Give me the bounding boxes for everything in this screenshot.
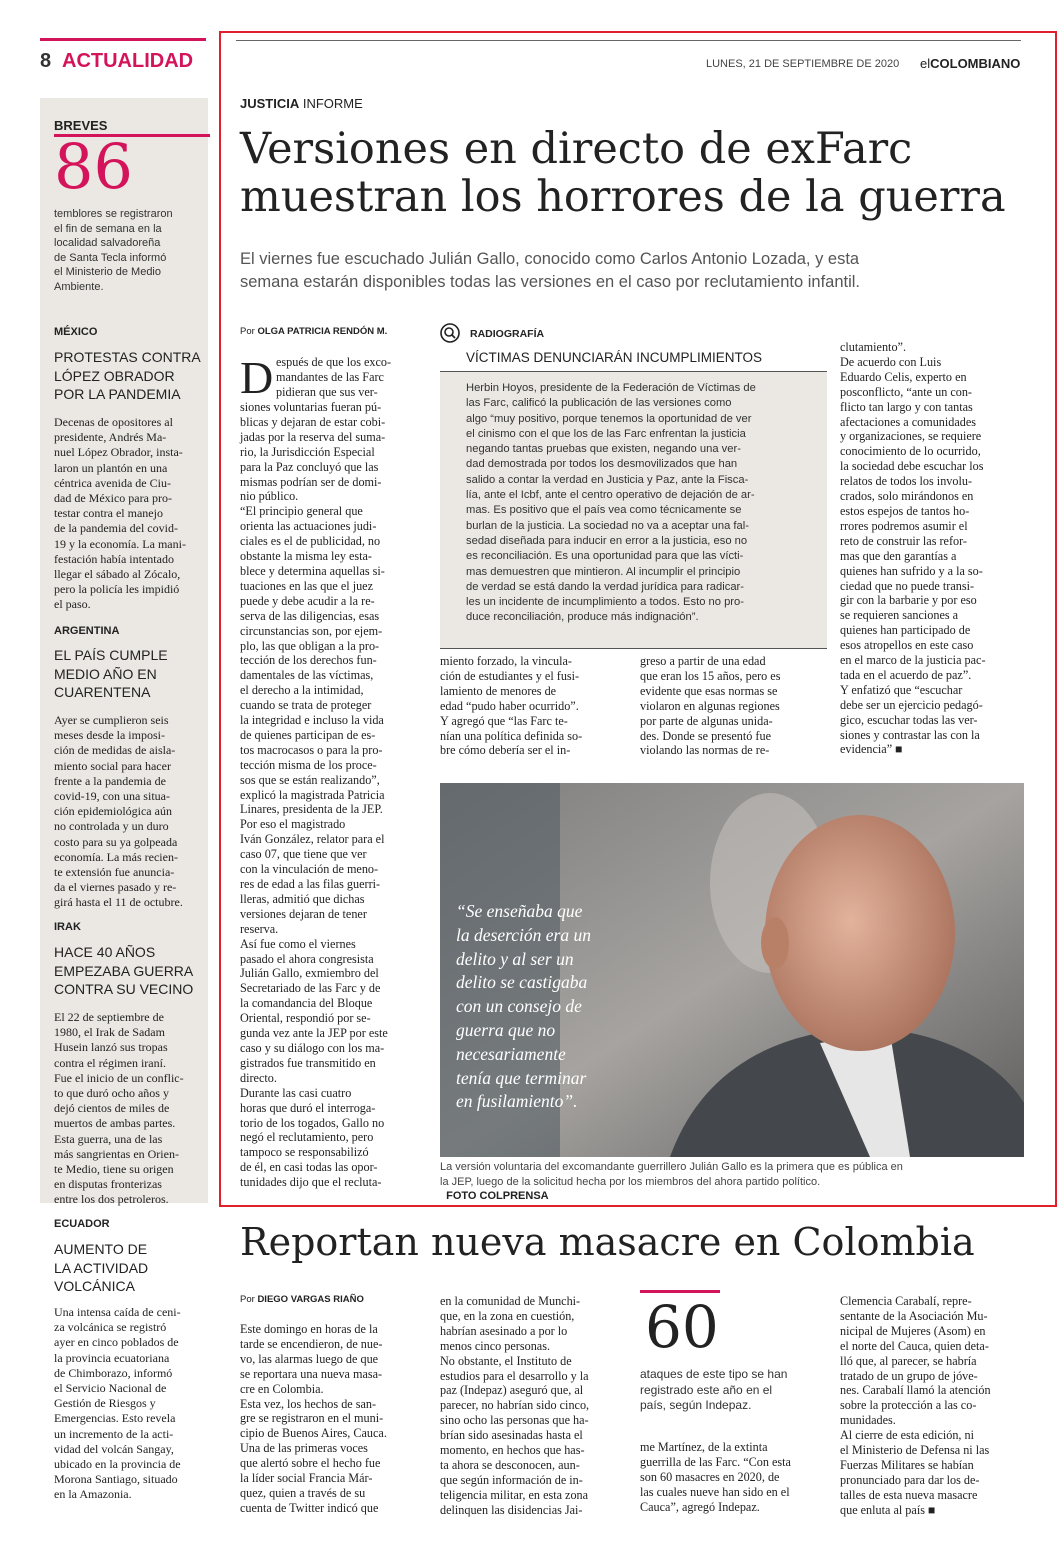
text-line: menos cinco personas. <box>440 1338 550 1353</box>
text-line: tampoco se responsabilizó <box>240 1145 369 1160</box>
text-line: da el viernes pasado y re- <box>54 880 177 895</box>
byline-prefix: Por <box>240 326 255 337</box>
text-line: nicipal de Mujeres (Asom) en <box>840 1323 986 1338</box>
text-line: “Se enseñaba que <box>456 901 583 921</box>
text-line: que eran los 15 años, pero es <box>640 668 781 683</box>
text-line: ción epidemiológica aún <box>54 804 172 819</box>
text-line: mandantes de las Farc <box>276 369 384 384</box>
text-line: LA ACTIVIDAD <box>54 1259 149 1276</box>
text-line: de la pandemia del covid- <box>54 521 178 536</box>
text-line: pronunciado para dar los de- <box>840 1472 980 1487</box>
text-line: Secretariado de las Farc y de <box>240 981 381 996</box>
radiografia-title: VÍCTIMAS DENUNCIARÁN INCUMPLIMIENTOS <box>466 350 763 365</box>
text-line: cuenta de Twitter indicó que <box>240 1500 379 1515</box>
text-line: ataques de este tipo se han <box>640 1367 788 1381</box>
brief-body-argentina <box>54 713 206 911</box>
text-line: La versión voluntaria del excomandante guerrillero Julián Gallo es la primera que es pública en <box>440 1161 903 1173</box>
text-line: Ambiente. <box>54 280 104 293</box>
text-line: Herbin Hoyos, presidente de la Federación de Víctimas de <box>466 382 756 394</box>
text-line: debe ser un ejercicio pedagó- <box>840 697 983 712</box>
text-line: Esta vez, los hechos de san- <box>240 1396 377 1411</box>
text-line: edad “pudo haber ocurrido”. <box>440 698 579 713</box>
text-line: la líder social Francia Már- <box>240 1471 373 1486</box>
text-line: POR LA PANDEMIA <box>54 386 181 402</box>
figure-caption <box>640 1367 815 1414</box>
text-line: mas demuestren que mintieron. Al incumplir el principio <box>466 565 741 578</box>
text-line: de quienes participan de es- <box>240 727 376 742</box>
text-line: sentante de la Asociación Mu- <box>840 1308 988 1323</box>
text-line: cre en Colombia. <box>240 1381 324 1396</box>
text-line: evidente que esas normas se <box>640 683 778 698</box>
text-line: nuel López Obrador, insta- <box>54 445 183 460</box>
text-line: Oriental, respondió por se- <box>240 1011 371 1026</box>
text-line: Morona Santiago, situado <box>54 1472 178 1487</box>
text-line: pero la policía les impidió <box>54 582 180 597</box>
text-line: muestran los horrores de la guerra <box>240 172 1006 222</box>
text-line: clutamiento”. <box>840 340 906 354</box>
text-line: nían una política definida so- <box>440 728 583 743</box>
text-line: blece y determina aquellas si- <box>240 563 385 578</box>
text-line: costo para su ya golpeada <box>54 834 178 849</box>
text-line: de Santa Tecla informó <box>54 251 167 264</box>
text-line: que enluta al país ■ <box>840 1502 936 1517</box>
text-line: la integridad e incluso la vida <box>240 713 384 728</box>
text-line: ta ahora se desconocen, aun- <box>440 1457 580 1472</box>
text-line: el Ministerio de Defensa ni las <box>840 1443 990 1458</box>
text-line: tarde se encendieron, de nue- <box>240 1336 383 1351</box>
page-number: 8 <box>40 50 52 72</box>
text-line: un incremento de la acti- <box>54 1426 174 1441</box>
text-line: reserva. <box>240 921 279 936</box>
text-line: gir con la barbarie y por eso <box>840 593 977 608</box>
text-line: salido a contar la verdad en Justicia y Paz, ante la Fisca- <box>466 473 749 486</box>
text-line: se reportara una nueva masa- <box>240 1366 383 1381</box>
text-line: llegar el sábado al Zócalo, <box>54 567 181 582</box>
text-line: CUARENTENA <box>54 684 151 700</box>
text-line: miento social para hacer <box>54 758 171 773</box>
text-line: Y enfatizó que “escuchar <box>840 682 963 697</box>
text-line: que según información de in- <box>440 1472 583 1487</box>
figure-number: 60 <box>645 1293 719 1361</box>
text-line: dad de México para pro- <box>54 491 172 506</box>
text-line: duce reconciliación, produce más indignación”. <box>466 611 699 624</box>
text-line: les un incidente de incumplimiento a todos. Esto no pro- <box>466 596 744 609</box>
text-line: tección misma de los proce- <box>240 757 377 772</box>
text-line: tada en el acuerdo de paz”. <box>840 667 972 682</box>
text-line: No obstante, el Instituto de <box>440 1353 572 1368</box>
text-line: cipio de Buenos Aires, Cauca. <box>240 1426 387 1441</box>
text-line: Al cierre de esta edición, ni <box>840 1428 975 1443</box>
text-line: economía. La más recien- <box>54 849 178 864</box>
text-line: teligencia militar, en esta zona <box>440 1487 589 1502</box>
text-line: delito se castigaba <box>456 972 588 993</box>
text-line: Una de las primeras voces <box>240 1441 368 1456</box>
brief-country-mexico: MÉXICO <box>54 326 98 338</box>
text-line: te extensión fue anuncia- <box>54 865 175 880</box>
text-line: Gestión de Riesgos y <box>54 1396 156 1411</box>
text-line: la deserción era un <box>456 924 591 945</box>
text-line: momento, en hechos que has- <box>440 1443 585 1458</box>
text-line: caso 07, que tiene que ver <box>240 847 367 862</box>
kicker-type: INFORME <box>302 96 363 111</box>
text-line: directo. <box>240 1070 277 1085</box>
text-line: sobre la protección a las co- <box>840 1398 977 1413</box>
text-line: torio de los togados, Gallo no <box>240 1115 385 1130</box>
text-line: gre se registraron en el muni- <box>240 1411 384 1426</box>
text-line: en fusilamiento”. <box>456 1091 578 1112</box>
second-column-1 <box>240 1322 424 1516</box>
text-line: Decenas de opositores al <box>54 415 173 429</box>
text-line: el cinismo con el que los de las Farc enfrentan la justicia <box>466 427 746 440</box>
text-line: habrían asesinado a por lo <box>440 1323 568 1338</box>
text-line: ayer en cinco poblados de <box>54 1335 179 1350</box>
text-line: obstante la misma ley esta- <box>240 549 372 564</box>
text-line: en la comunidad de Munchi- <box>440 1294 581 1308</box>
text-line: blicas y dejaran de estar cobi- <box>240 414 386 429</box>
text-line: tección de los derechos fun- <box>240 653 377 668</box>
text-line: gico, escuchar todas las ver- <box>840 712 978 727</box>
section-accent-bar <box>40 38 206 41</box>
text-line: guerra que no <box>456 1019 556 1040</box>
text-line: estos espejos de tantos ho- <box>840 503 970 518</box>
text-line: Versiones en directo de exFarc <box>240 124 913 174</box>
text-line: afectaciones a comunidades <box>840 414 977 429</box>
text-line: el paso. <box>54 597 91 612</box>
text-line: siones voluntarias fueran pú- <box>240 400 382 414</box>
photo-credit: FOTO COLPRENSA <box>446 1190 549 1202</box>
text-line: en la Amazonia. <box>54 1487 132 1502</box>
text-line: El 22 de septiembre de <box>54 1010 164 1024</box>
text-line: quienes han sufrido y a la so- <box>840 563 983 578</box>
text-line: más sangrientas en Orien- <box>54 1146 179 1161</box>
text-line: covid-19, con una situa- <box>54 789 170 804</box>
text-line: girá hasta el 11 de octubre. <box>54 895 183 910</box>
text-line: céntrica avenida de Ciu- <box>54 475 171 490</box>
text-line: testar contra el manejo <box>54 506 163 521</box>
text-line: sino ocho las personas que ha- <box>440 1413 589 1428</box>
text-line: rio, la Jurisdicción Especial <box>240 444 375 459</box>
text-line: ubicado en la provincia de <box>54 1457 181 1472</box>
brief-body-mexico <box>54 415 206 613</box>
text-line: circunstancias son, por ejem- <box>240 623 383 638</box>
text-line: lía, ante el Icbf, ante el centro operativo de dejación de ar- <box>466 489 755 502</box>
text-line: CONTRA SU VECINO <box>54 981 194 997</box>
text-line: no controlada y un duro <box>54 819 169 834</box>
text-line: sos que se están realizando”, <box>240 772 380 787</box>
text-line: 19 y la economía. La mani- <box>54 536 186 551</box>
text-line: Este domingo en horas de la <box>240 1322 378 1336</box>
second-column-2 <box>440 1294 624 1518</box>
text-line: nes. Carabalí llamó la atención <box>840 1383 991 1398</box>
brief-headline-ecuador <box>54 1240 210 1296</box>
brief-body-ecuador <box>54 1305 206 1503</box>
text-line: estudios para el desarrollo y la <box>440 1368 589 1383</box>
text-line: conocimiento de lo ocurrido, <box>840 444 981 459</box>
text-line: rrores podremos asumir el <box>840 518 968 533</box>
text-line: registrado este año en el <box>640 1382 773 1397</box>
text-line: jadas por la reserva del suma- <box>240 429 386 444</box>
text-line: Husein lanzó sus tropas <box>54 1040 168 1055</box>
text-line: PROTESTAS CONTRA <box>54 349 201 365</box>
text-line: EL PAÍS CUMPLE <box>54 647 168 663</box>
text-line: ciales es el de publicidad, no <box>240 534 381 549</box>
text-line: za volcánica se registró <box>54 1320 167 1335</box>
text-line: Eduardo Celis, experto en <box>840 369 967 384</box>
text-line: Esta guerra, una de las <box>54 1131 163 1146</box>
text-line: tenía que terminar <box>456 1067 587 1088</box>
text-line: país, según Indepaz. <box>640 1398 752 1412</box>
text-line: Una intensa caída de ceni- <box>54 1305 181 1319</box>
text-line: delinquen las disidencias Jai- <box>440 1502 583 1517</box>
text-line: res de edad a las filas guerri- <box>240 877 381 891</box>
second-column-3 <box>640 1440 826 1515</box>
text-line: relatos de todos los involu- <box>840 474 973 489</box>
text-line: cuando se trata de proteger <box>240 698 372 713</box>
brief-body-irak <box>54 1010 206 1208</box>
logo-prefix: el <box>920 56 931 71</box>
text-line: munidades. <box>840 1413 896 1428</box>
dateline: LUNES, 21 DE SEPTIEMBRE DE 2020 <box>706 58 900 70</box>
byline-author: DIEGO VARGAS RIAÑO <box>257 1294 364 1305</box>
text-line: mas. Es positivo que el país vea como técnicamente se <box>466 504 742 517</box>
text-line: lamiento de menores de <box>440 683 557 698</box>
text-line: flicto tan largo y con tantas <box>840 399 973 414</box>
text-line: guerrilla de las Farc. “Con esta <box>640 1454 791 1469</box>
text-line: des. Donde se presentó fue <box>640 728 771 743</box>
text-line: que alertó sobre el hecho fue <box>240 1456 381 1471</box>
text-line: sedad diseñada para inducir en error a la justicia, eso no <box>466 534 748 547</box>
text-line: la JEP, luego de la solicitud hecha por los miembros del ahora partido político. <box>440 1175 821 1188</box>
text-line: VOLCÁNICA <box>54 1278 135 1294</box>
text-line: ciedad que no puede transi- <box>840 578 975 593</box>
text-line: me Martínez, de la extinta <box>640 1440 768 1454</box>
text-line: de él, en casi todas las opor- <box>240 1160 378 1175</box>
text-line: semana estarán disponibles todas las versiones en el caso por reclutamiento infantil. <box>240 273 861 291</box>
text-line: talles de esta nueva masacre <box>840 1487 978 1502</box>
text-line: localidad salvadoreña <box>54 237 161 249</box>
byline-author: OLGA PATRICIA RENDÓN M. <box>257 326 388 337</box>
text-line: Fuerzas Militares se habían <box>840 1457 974 1472</box>
text-line: negó el reclutamiento, pero <box>240 1130 374 1145</box>
text-line: Clemencia Carabalí, repre- <box>840 1294 972 1308</box>
text-line: negando tantas pruebas que existen, negando una ver- <box>466 443 741 456</box>
text-line: de Chimborazo, informó <box>54 1365 173 1380</box>
text-line: horas que duró el interroga- <box>240 1100 376 1115</box>
text-line: bre cómo debería ser el in- <box>440 743 571 758</box>
text-line: de verdad se está dando la verdad jurídica para radicar- <box>466 580 744 593</box>
text-line: mismas podrían ser de domi- <box>240 474 382 489</box>
text-line: gistrados fue transmitido en <box>240 1055 376 1070</box>
text-line: la provincia ecuatoriana <box>54 1350 170 1365</box>
text-line: lló que, al parecer, se habría <box>840 1353 977 1368</box>
second-column-4 <box>840 1294 1024 1518</box>
text-line: el Ministerio de Medio <box>54 266 161 278</box>
brief-country-irak: IRAK <box>54 921 81 933</box>
text-line: burlan de la justicia. La sociedad no va a aceptar una fal- <box>466 519 749 532</box>
text-line: serva de las diligencias, esas <box>240 608 380 623</box>
text-line: ción de estudiantes y el fusi- <box>440 668 580 683</box>
text-line: Emergencias. Esto revela <box>54 1411 176 1426</box>
text-line: dad demostrada por todos los desmovilizados que han <box>466 458 738 471</box>
text-line: “El principio general que <box>240 504 363 519</box>
highlight-frame <box>219 31 1057 1207</box>
breves-label: BREVES <box>54 118 108 133</box>
text-line: Por eso el magistrado <box>240 817 346 832</box>
text-line: De acuerdo con Luis <box>840 354 942 369</box>
text-line: quez, quien a través de su <box>240 1485 366 1500</box>
text-line: Ayer se cumplieron seis <box>54 713 169 727</box>
text-line: son 60 masacres en 2020, de <box>640 1469 780 1484</box>
text-line: y organizaciones, se requiere <box>840 429 982 444</box>
text-line: miento forzado, la vincula- <box>440 654 572 668</box>
text-line: dejó cientos de miles de <box>54 1101 170 1116</box>
text-line: es reconciliación. Es una oportunidad para que las vícti- <box>466 550 744 563</box>
text-line: reto de construir las refor- <box>840 533 967 548</box>
brief-headline-irak <box>54 943 210 999</box>
text-line: el norte del Cauca, quien deta- <box>840 1338 989 1353</box>
text-line: Julián Gallo, exmiembro del <box>240 966 379 981</box>
text-line: explicó la magistrada Patricia <box>240 787 385 802</box>
text-line: te Medio, tiene su origen <box>54 1162 174 1177</box>
text-line: entre los dos petroleros. <box>54 1192 169 1207</box>
text-line: MEDIO AÑO EN <box>54 665 157 682</box>
text-line: muertos de ambas partes. <box>54 1116 176 1131</box>
text-line: se requieren sanciones a <box>840 608 959 623</box>
text-line: damentales de las víctimas, <box>240 668 374 683</box>
text-line: crados, solo mirándonos en <box>840 489 974 504</box>
logo-main: COLOMBIANO <box>930 56 1021 71</box>
text-line: parecer, no habrían sido cinco, <box>440 1398 590 1413</box>
text-line: plo, las que obligan a la pro- <box>240 638 380 653</box>
text-line: la sociedad debe escuchar los <box>840 459 984 474</box>
text-line: siones y contrastar las con la <box>840 727 980 742</box>
text-line: necesariamente <box>456 1043 566 1064</box>
text-line: en disputas fronterizas <box>54 1177 162 1192</box>
breves-big-number: 86 <box>54 130 133 203</box>
text-line: LÓPEZ OBRADOR <box>54 367 175 384</box>
text-line: violaron en algunas regiones <box>640 698 780 713</box>
text-line: El viernes fue escuchado Julián Gallo, conocido como Carlos Antonio Lozada, y esta <box>240 250 860 268</box>
text-line: tunidades dijo que el recluta- <box>240 1175 382 1190</box>
text-line: violando las normas de re- <box>640 743 770 758</box>
text-line: mas que den garantías a <box>840 548 957 563</box>
text-line: las Farc, calificó la publicación de las versiones como <box>466 397 732 410</box>
text-line: paz (Indepaz) aseguró que, al <box>440 1383 584 1398</box>
text-line: las cuales nueve han sido en el <box>640 1484 790 1499</box>
text-line: Y agregó que “las Farc te- <box>440 713 568 728</box>
text-line: versiones dejaran de tener <box>240 906 367 921</box>
text-line: Durante las casi cuatro <box>240 1085 352 1100</box>
text-line: Linares, presidenta de la JEP. <box>240 802 383 817</box>
radiografia-label: RADIOGRAFÍA <box>470 328 545 340</box>
text-line: espués de que los exco- <box>276 355 392 369</box>
text-line: puede y debe acudir a la re- <box>240 593 375 608</box>
brief-headline-mexico <box>54 348 210 404</box>
text-line: posconflicto, “ante un con- <box>840 384 972 399</box>
text-line: brían sido asesinadas hasta el <box>440 1428 583 1443</box>
text-line: Cauca”, agregó Indepaz. <box>640 1499 760 1514</box>
second-article-byline <box>240 1294 364 1305</box>
text-line: gunda vez ante la JEP por este <box>240 1026 388 1041</box>
text-line: presidente, Andrés Ma- <box>54 430 167 445</box>
text-line: AUMENTO DE <box>54 1241 148 1257</box>
text-line: to que duró ocho años y <box>54 1086 169 1101</box>
text-line: nio público. <box>240 489 299 504</box>
text-line: temblores se registraron <box>54 208 173 220</box>
text-line: quienes han participado de <box>840 623 971 638</box>
text-line: algo “muy positivo, porque tenemos la oportunidad de ver <box>466 412 752 425</box>
text-line: tos macrocasos o para la pro- <box>240 742 383 757</box>
text-line: festación había intentado <box>54 551 174 566</box>
brief-headline-argentina <box>54 646 210 702</box>
text-line: laron un plantón en una <box>54 460 168 475</box>
text-line: 1980, el Irak de Sadam <box>54 1025 165 1040</box>
text-line: vidad del volcán Sangay, <box>54 1441 174 1456</box>
text-line: HACE 40 AÑOS <box>54 944 156 960</box>
text-line: Así fue como el viernes <box>240 936 356 951</box>
kicker-topic: JUSTICIA <box>240 96 300 111</box>
text-line: ción de medidas de aisla- <box>54 743 176 758</box>
text-line: pasado el ahora congresista <box>240 951 374 966</box>
text-line: contra el régimen iraní. <box>54 1055 166 1070</box>
text-line: que, en la zona en cuestión, <box>440 1308 575 1323</box>
text-line: vo, las alarmas luego de que <box>240 1351 379 1366</box>
text-line: greso a partir de una edad <box>640 654 766 668</box>
text-line: el Servicio Nacional de <box>54 1381 167 1396</box>
text-line: caso y su diálogo con los ma- <box>240 1040 385 1055</box>
text-line: con un consejo de <box>456 996 582 1017</box>
text-line: EMPEZABA GUERRA <box>54 962 194 979</box>
text-line: en el marco de la justicia pac- <box>840 653 986 668</box>
byline-prefix: Por <box>240 1294 255 1305</box>
text-line: Fue el inicio de un conflic- <box>54 1070 184 1085</box>
text-line: frente a la pandemia de <box>54 773 166 788</box>
text-line: con la vinculación de meno- <box>240 862 379 877</box>
text-line: el fin de semana en la <box>54 222 162 235</box>
text-line: para la Paz concluyó que las <box>240 459 379 474</box>
text-line: meses desde la imposi- <box>54 728 165 743</box>
text-line: tratado de un grupo de jóve- <box>840 1368 978 1383</box>
text-line: evidencia” ■ <box>840 742 903 757</box>
drop-cap: D <box>240 352 274 403</box>
text-line: orienta las actuaciones judi- <box>240 519 377 534</box>
section-name: ACTUALIDAD <box>62 50 194 72</box>
text-line: la comandancia del Bloque <box>240 996 373 1011</box>
text-line: tuaciones en las que el juez <box>240 578 373 593</box>
text-line: lleras, admitió que dichas <box>240 891 365 906</box>
brief-country-argentina: ARGENTINA <box>54 625 120 637</box>
text-line: esos atropellos en este caso <box>840 638 974 653</box>
brief-country-ecuador: ECUADOR <box>54 1218 110 1230</box>
second-article-headline: Reportan nueva masacre en Colombia <box>240 1220 975 1264</box>
text-line: el derecho a la intimidad, <box>240 683 364 698</box>
text-line: delito y al ser un <box>456 948 574 969</box>
text-line: pidieran que sus ver- <box>276 384 378 399</box>
text-line: Iván González, relator para el <box>240 832 385 847</box>
breves-number-caption <box>54 207 204 294</box>
text-line: por parte de algunas unida- <box>640 713 773 728</box>
